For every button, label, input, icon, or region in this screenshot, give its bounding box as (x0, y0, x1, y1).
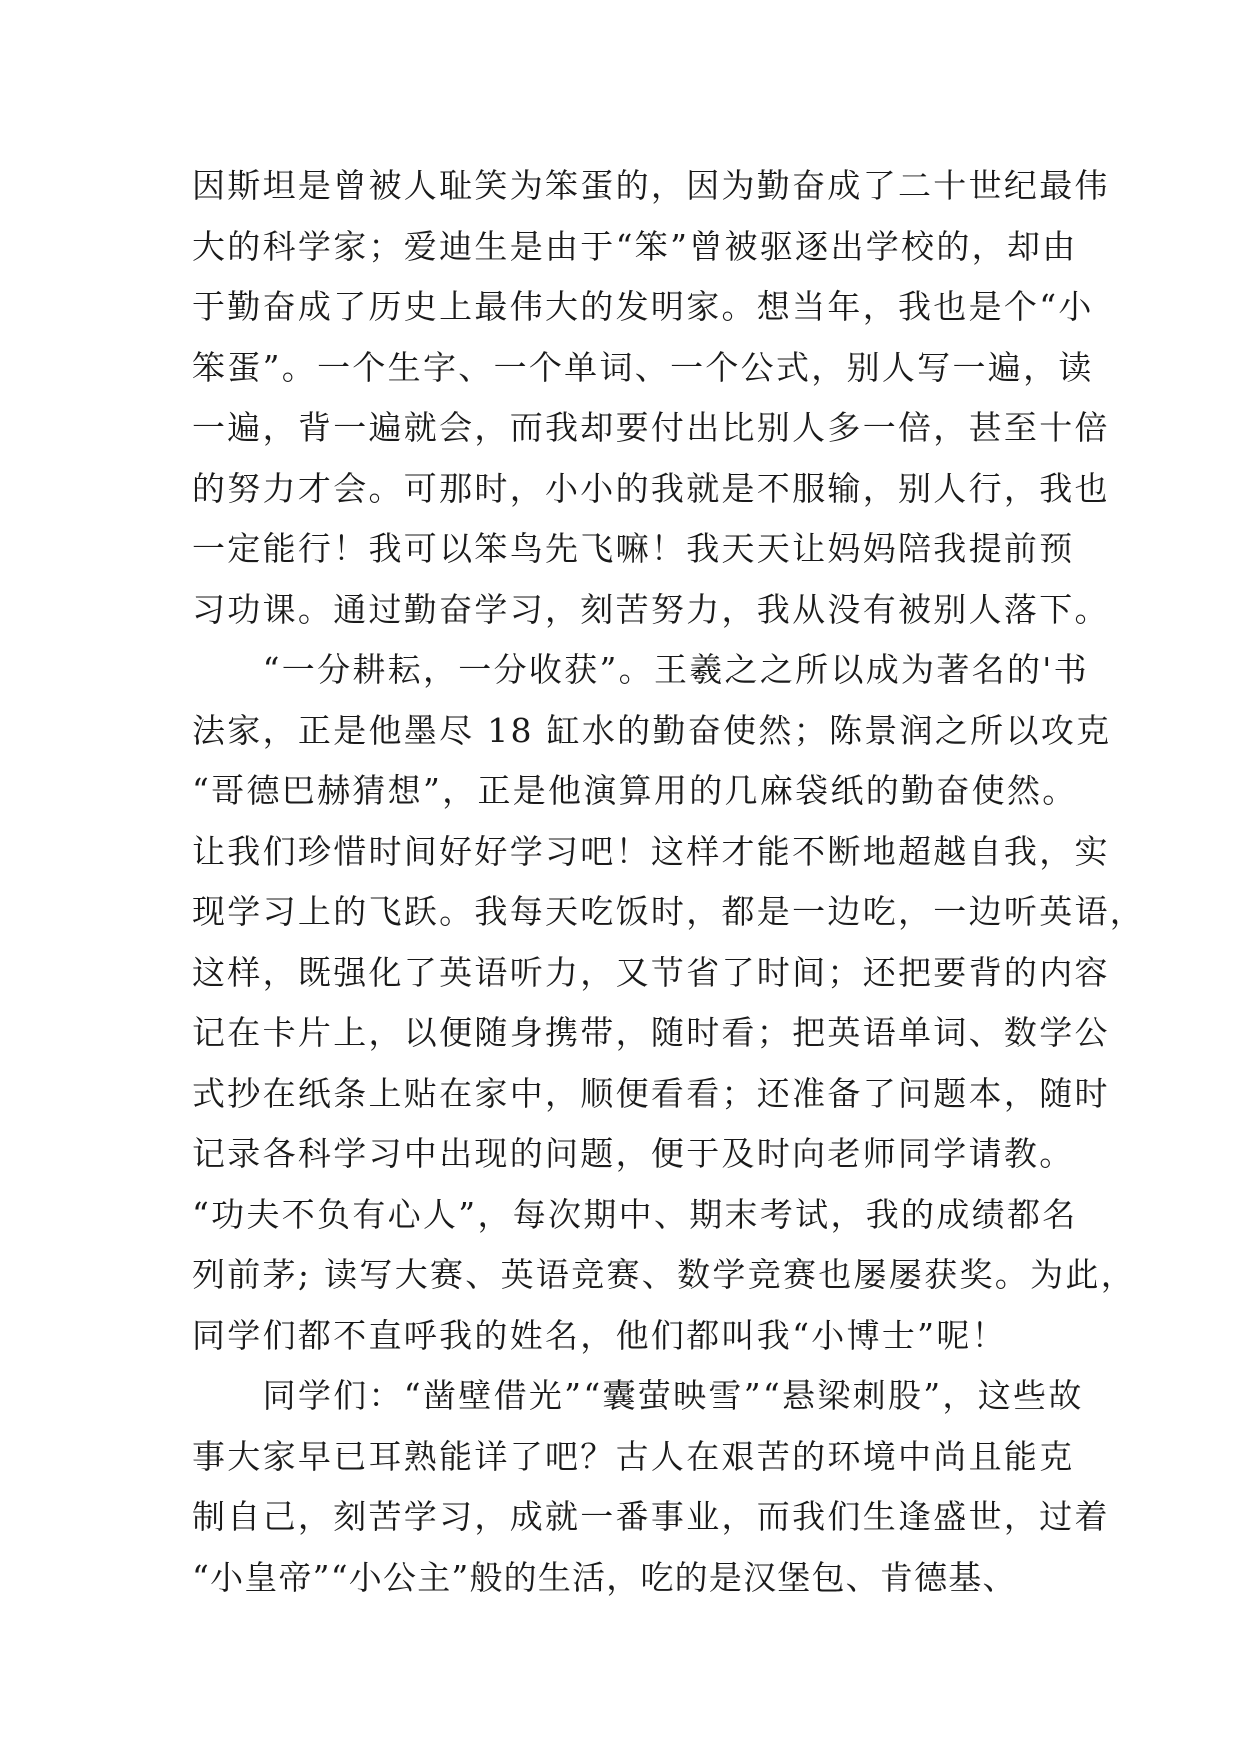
body-text (192, 156, 1146, 1608)
text-line: 因斯坦是曾被人耻笑为笨蛋的，因为勤奋成了二十世纪最伟 (192, 166, 1110, 205)
text-line: 法家，正是他墨尽 18 缸水的勤奋使然；陈景润之所以攻克 (192, 710, 1112, 750)
text-line: 于勤奋成了历史上最伟大的发明家。想当年，我也是个“小 (192, 287, 1094, 326)
text-line: 事大家早已耳熟能详了吧？古人在艰苦的环境中尚且能克 (192, 1436, 1075, 1476)
text-line: 让我们珍惜时间好好学习吧！这样才能不断地超越自我，实 (192, 831, 1110, 871)
text-line: 大的科学家；爱迪生是由于“笨”曾被驱逐出学校的，却由 (192, 226, 1078, 266)
text-line: 一定能行！我可以笨鸟先飞嘛！我天天让妈妈陪我提前预 (192, 529, 1075, 568)
text-line: 制自己，刻苦学习，成就一番事业，而我们生逢盛世，过着 (192, 1497, 1110, 1536)
text-line: 现学习上的飞跃。我每天吃饭时，都是一边吃，一边听英语， (192, 892, 1146, 931)
text-line: 习功课。通过勤奋学习，刻苦努力，我从没有被别人落下。 (192, 589, 1110, 629)
text-line: “哥德巴赫猜想”，正是他演算用的几麻袋纸的勤奋使然。 (192, 771, 1078, 810)
text-line: 式抄在纸条上贴在家中，顺便看看；还准备了问题本，随时 (192, 1073, 1110, 1113)
text-line: 同学们：“凿壁借光”“囊萤映雪”“悬梁刺股”，这些故 (192, 1376, 1084, 1415)
text-line: 列前茅; 读写大赛、英语竞赛、数学竞赛也屡屡获奖。为此， (192, 1255, 1137, 1294)
text-line: “小皇帝”“小公主”般的生活，吃的是汉堡包、肯德基、 (192, 1557, 1017, 1597)
text-line: 记在卡片上，以便随身携带，随时看；把英语单词、数学公 (192, 1013, 1110, 1052)
text-line: “功夫不负有心人”，每次期中、期末考试，我的成绩都名 (192, 1194, 1078, 1234)
text-line: 一遍，背一遍就会，而我却要付出比别人多一倍，甚至十倍 (192, 408, 1110, 447)
text-line: 的努力才会。可那时，小小的我就是不服输，别人行，我也 (192, 468, 1110, 508)
text-line: 同学们都不直呼我的姓名，他们都叫我“小博士”呢！ (192, 1315, 1007, 1355)
text-line: 这样，既强化了英语听力，又节省了时间；还把要背的内容 (192, 952, 1110, 992)
text-line: “一分耕耘，一分收获”。王羲之之所以成为著名的'书 (192, 650, 1089, 689)
text-line: 记录各科学习中出现的问题，便于及时向老师同学请教。 (192, 1134, 1075, 1173)
text-line: 笨蛋”。一个生字、一个单词、一个公式，别人写一遍，读 (192, 347, 1094, 387)
